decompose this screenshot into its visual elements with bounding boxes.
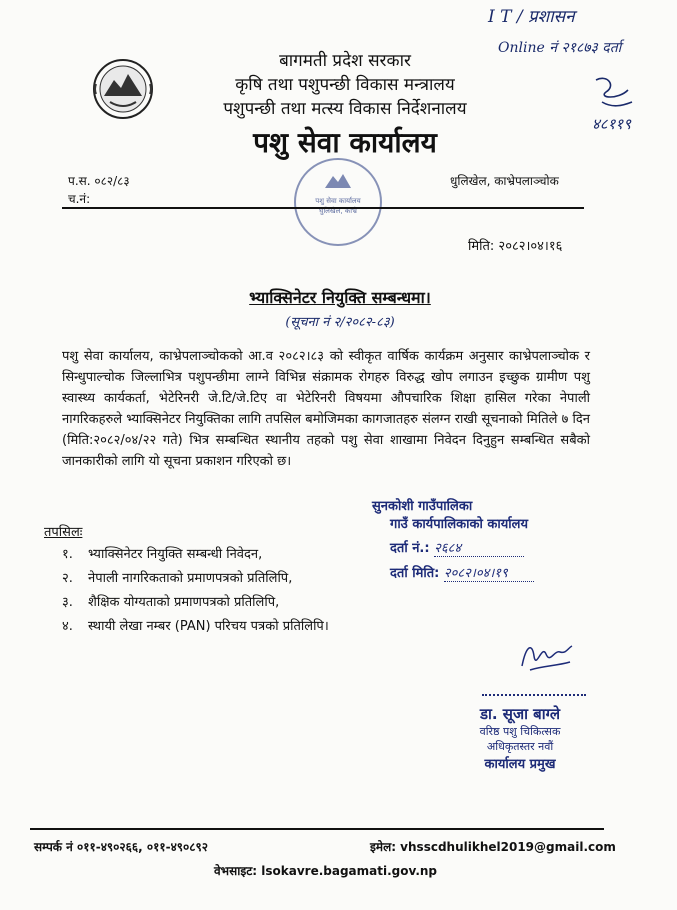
enclosures-title: तपसिलः: [44, 525, 83, 540]
footer-divider: [30, 828, 604, 830]
notice-paragraph: पशु सेवा कार्यालय, काभ्रेपलाञ्चोकको आ.व २०८२।८३ को स्वीकृत वार्षिक कार्यक्रम अनुसार काभ्रेपलाञ्चोक र सिन्धुपाल्चोक जिल्लाभित्र पशुपन्छीमा लाग्ने विभिन्न संक्रामक रोगहरु विरुद्ध खोप लगाउन इच्छुक ग्रामीण पशु स्वास्थ्य कार्यकर्ता, भेटेरिनरी जे.टि/जे.टिए वा भेटेरिनरी विषयमा औपचारिक शिक्षा हासिल गरेका नेपाली नागरिकहरुले भ्याक्सिनेटर नियुक्तिका लागि तपसिल बमोजिमका कागजातहरु संलग्न राखी सूचनाको मितिले ७ दिन (मिति:२०८२/०४/२२ गते) भित्र सम्बन्धित स्थानीय तहको पशु सेवा शाखामा निवेदन दिनुहुन सम्बन्धित सबैको जानकारीको लागि यो सूचना प्रकाशन गरिएको छ।: [62, 349, 590, 469]
list-item-number: ४.: [62, 619, 73, 634]
receipt-municipality: सुनकोशी गाउँपालिका: [372, 499, 473, 514]
list-item-number: ३.: [62, 595, 73, 610]
list-item-text: भ्याक्सिनेटर नियुक्ति सम्बन्धी निवेदन,: [88, 547, 263, 562]
office-title: पशु सेवा कार्यालय: [253, 126, 437, 159]
notice-body: [62, 346, 590, 472]
list-item-text: शैक्षिक योग्यताको प्रमाणपत्रको प्रतिलिपि,: [88, 595, 280, 610]
receipt-darta-number-row: [390, 538, 592, 557]
enclosures-list: [62, 544, 329, 640]
handwritten-initial-signature-icon: [588, 72, 638, 114]
darta-date-label: दर्ता मिति:: [390, 566, 440, 581]
footer-website: वेभसाइट: lsokavre.bagamati.gov.np: [214, 864, 438, 878]
receipt-office: गाउँ कार्यपालिकाको कार्यालय: [390, 517, 528, 532]
header-directorate: पशुपन्छी तथा मत्स्य विकास निर्देशनालय: [223, 99, 467, 119]
header-province: बागमती प्रदेश सरकार: [279, 51, 411, 71]
signer-role: कार्यालय प्रमुख: [484, 757, 556, 772]
list-item: [62, 592, 329, 616]
handwritten-signature-icon: [516, 636, 576, 676]
stamp-text: पशु सेवा कार्यालय धुलिखेल, काभ्रे: [315, 197, 361, 215]
receipt-stamp: [372, 496, 592, 582]
list-item-text: नेपाली नागरिकताको प्रमाणपत्रको प्रतिलिपि,: [88, 571, 293, 586]
signature-line: [482, 694, 586, 696]
list-item: [62, 568, 329, 592]
subject-heading: भ्याक्सिनेटर नियुक्ति सम्बन्धमा।: [249, 288, 431, 307]
office-address: धुलिखेल, काभ्रेपलाञ्चोक: [450, 174, 559, 188]
nepal-emblem-icon: [92, 58, 154, 120]
handwritten-note-number: ४८११९: [592, 115, 632, 133]
list-item: [62, 616, 329, 640]
list-item-number: २.: [62, 571, 73, 586]
letter-date: मिति: २०८२।०४।१६: [468, 239, 563, 254]
darta-number-label: दर्ता नं.:: [390, 541, 430, 556]
signer-block: [440, 704, 600, 772]
list-item-text: स्थायी लेखा नम्बर (PAN) परिचय पत्रको प्रतिलिपि।: [88, 619, 329, 634]
darta-date-value: २०८२।०४।१९: [444, 563, 534, 582]
receipt-darta-date-row: [390, 563, 592, 582]
header-divider: [62, 207, 584, 209]
footer-email: इमेल: vhsscdhulikhel2019@gmail.com: [370, 840, 616, 854]
reference-number: प.स. ०८२/८३: [68, 174, 130, 188]
signer-title: वरिष्ठ पशु चिकित्सक: [479, 725, 561, 738]
dispatch-number: च.नं:: [68, 192, 91, 206]
header-ministry: कृषि तथा पशुपन्छी विकास मन्त्रालय: [235, 75, 455, 95]
list-item-number: १.: [62, 547, 73, 562]
office-round-stamp: [294, 158, 382, 246]
handwritten-note-online-number: Online नं २१८७३ दर्ता: [498, 40, 622, 56]
notice-number: (सूचना नं २/२०८२-८३): [285, 315, 395, 330]
stamp-emblem-icon: [323, 170, 353, 192]
footer-contact: सम्पर्क नं ०११-४९०२६६, ०११-४९०८९२: [34, 840, 209, 854]
darta-number-value: २६८४: [434, 538, 524, 557]
list-item: [62, 544, 329, 568]
signer-level: अधिकृतस्तर नवौं: [486, 740, 554, 753]
handwritten-note-it-admin: I T / प्रशासन: [488, 7, 575, 27]
signer-name: डा. सूजा बाग्ले: [479, 705, 561, 723]
